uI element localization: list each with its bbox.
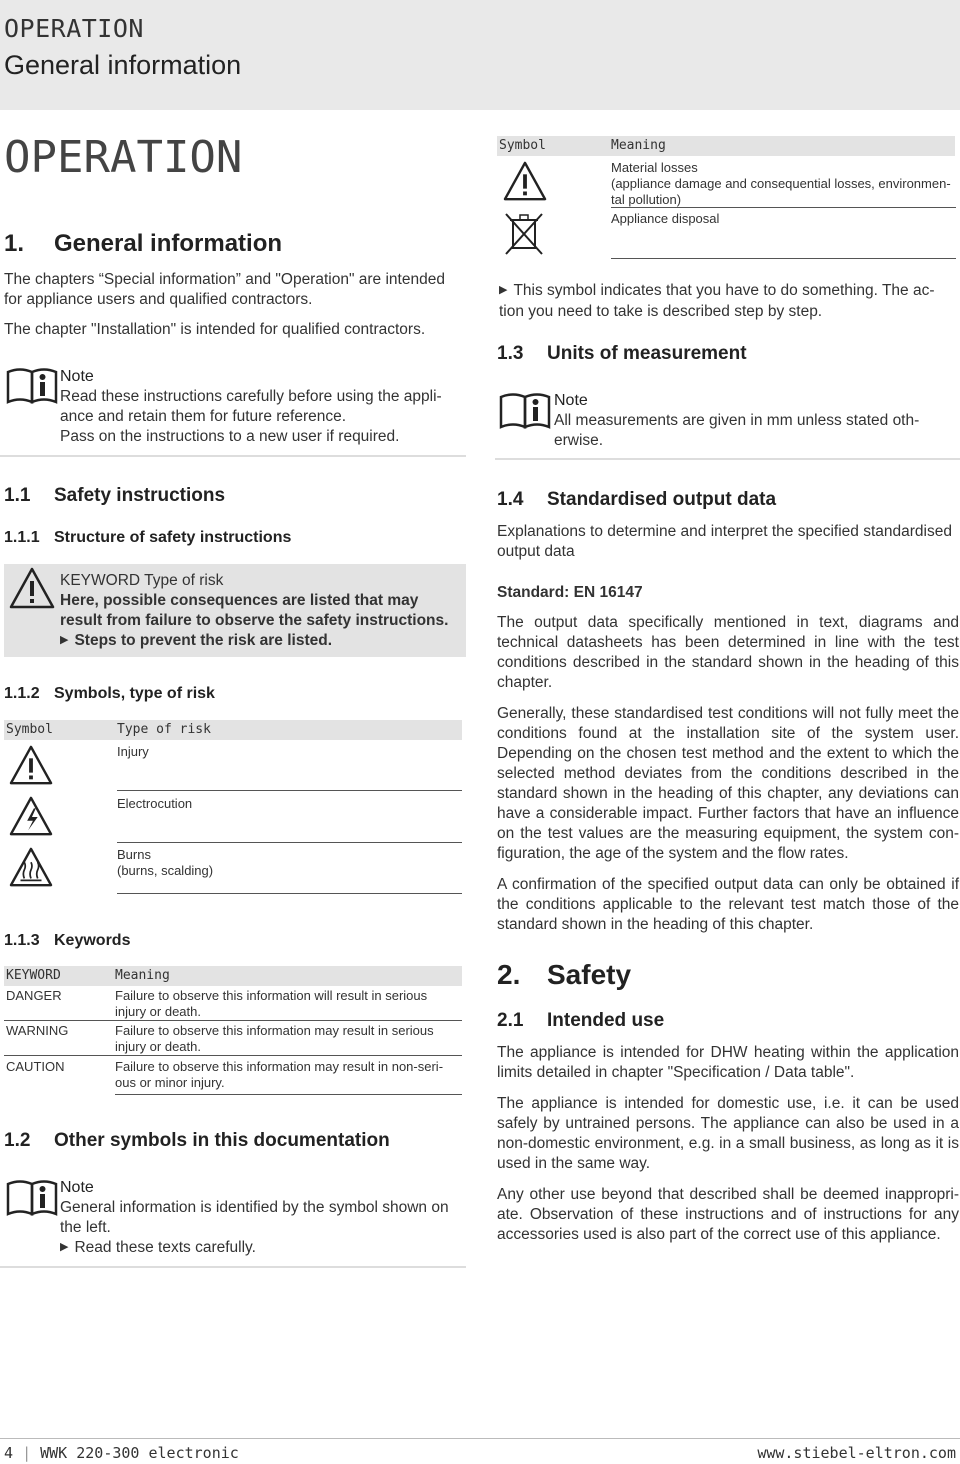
steps-text: ▶ Steps to prevent the risk are listed.	[60, 631, 462, 652]
note-text: Read these instructions carefully before using the appli-ance and retain them for future reference.	[60, 388, 442, 425]
section-number: 1.3	[497, 343, 524, 364]
section-2-heading	[497, 959, 631, 991]
table-header	[4, 966, 462, 986]
sec21-paragraph-2: The appliance is intended for domestic use, i.e. it can be used safely by untrained persons. The appliance can also be used in a non-domestic environment, e.g. in a small business, as long as it is used in the same way.	[497, 1095, 959, 1172]
footer-url[interactable]: www.stiebel-eltron.com	[757, 1444, 956, 1462]
keyword: WARNING	[6, 1023, 69, 1038]
sec1-paragraph-2: The chapter "Installation" is intended for qualified contractors.	[4, 321, 426, 338]
section-title: General information	[54, 230, 283, 257]
section-1-1-2-heading	[4, 685, 215, 703]
note-label: Note	[60, 1179, 94, 1196]
sec21-paragraph-1: The appliance is intended for DHW heating within the application limits detailed in chapter "Specification / Data table".	[497, 1044, 959, 1081]
sec21-paragraph-3: Any other use beyond that described shall be deemed inappropri-ate. Observation of these instructions and of instructions for any accessories used is also part of the correct use of this appliance.	[497, 1186, 959, 1243]
section-number: 2.1	[497, 1010, 524, 1031]
row-rule	[4, 1055, 462, 1056]
keyword: DANGER	[6, 988, 62, 1003]
note-text: All measurements are given in mm unless stated oth-erwise.	[554, 412, 920, 449]
row-rule	[115, 1094, 462, 1095]
footer-rule	[0, 1438, 960, 1439]
section-1-3-heading	[497, 343, 747, 365]
column-header: Meaning	[611, 138, 666, 153]
standard-label: Standard: EN 16147	[497, 584, 643, 601]
section-1-1-3-heading	[4, 932, 130, 950]
section-number: 2.	[497, 959, 521, 990]
sec14-paragraph-3: Generally, these standardised test conditions will not fully meet the conditions found at the installation site of the system user. Depending on the chosen test method and the extent to which the selected method deviates from the conditions described in the standard shown in the heading of this chapter, any deviations can have a considerable impact. Further factors that have an influence on the test values are the measuring equipment, the system con-figuration, the age of the system and the flow rates.	[497, 705, 959, 862]
meaning-detail: (appliance damage and consequential losses, environmen-tal pollution)	[611, 176, 951, 207]
divider	[0, 1266, 466, 1268]
note-text: General information is identified by the symbol shown on the left.	[60, 1199, 449, 1236]
section-number: 1.2	[4, 1130, 31, 1151]
section-title: Symbols, type of risk	[54, 685, 215, 702]
column-header: KEYWORD	[6, 968, 61, 983]
row-rule	[4, 1020, 462, 1021]
warning-triangle-icon	[8, 744, 54, 791]
header-subsection: General information	[4, 50, 242, 80]
row-rule	[611, 258, 956, 259]
keyword-meaning: Failure to observe this information may result in non-seri-ous or minor injury.	[115, 1059, 444, 1090]
electric-shock-icon	[8, 795, 54, 842]
column-header: Symbol	[6, 722, 53, 737]
divider	[0, 455, 466, 457]
footer-separator: |	[22, 1444, 32, 1462]
info-book-icon	[499, 391, 551, 434]
risk-type: Burns	[117, 847, 151, 862]
header-section: OPERATION	[4, 14, 144, 43]
section-number: 1.	[4, 230, 25, 257]
section-title: Structure of safety instructions	[54, 529, 292, 546]
table-header	[497, 136, 955, 156]
risk-type: Electrocution	[117, 796, 193, 811]
meaning-text: Appliance disposal	[611, 211, 720, 226]
row-rule	[611, 207, 956, 208]
column-header: Meaning	[115, 968, 170, 983]
section-title: Standardised output data	[547, 489, 777, 510]
sec14-paragraph-2: The output data specifically mentioned in text, diagrams and technical datasheets has been determined in line with the test conditions described in the standard shown in the heading of this chapter.	[497, 614, 959, 691]
note-text: ▶ Read these texts carefully.	[60, 1238, 462, 1259]
row-rule	[117, 842, 462, 843]
section-2-1-heading	[497, 1010, 664, 1032]
section-title: Other symbols in this documentation	[54, 1130, 390, 1151]
section-1-heading	[4, 230, 282, 258]
warning-triangle-icon	[8, 566, 56, 615]
page-title: OPERATION	[4, 132, 243, 183]
footer-left	[4, 1444, 239, 1462]
crossed-bin-icon	[502, 210, 546, 263]
section-title: Safety	[547, 959, 632, 990]
sec1-paragraph-1: The chapters “Special information” and "Operation" are intended for appliance users and qualified contractors.	[4, 271, 445, 308]
info-book-icon	[6, 1178, 58, 1221]
keyword-text: KEYWORD Type of risk	[60, 572, 224, 589]
hot-surface-icon	[8, 846, 54, 893]
section-1-1-heading	[4, 485, 225, 507]
section-number: 1.1.2	[4, 685, 40, 702]
section-number: 1.1.3	[4, 932, 40, 949]
keyword-meaning: Failure to observe this information may result in serious injury or death.	[115, 1023, 434, 1054]
risk-type: Injury	[117, 744, 149, 759]
note-label: Note	[60, 368, 94, 385]
note-label: Note	[554, 392, 588, 409]
column-header: Symbol	[499, 138, 546, 153]
section-title: Keywords	[54, 932, 131, 949]
section-number: 1.1	[4, 485, 31, 506]
section-title: Intended use	[547, 1010, 665, 1031]
section-1-4-heading	[497, 489, 776, 511]
page-number: 4	[4, 1444, 14, 1462]
sec14-paragraph-1: Explanations to determine and interpret the specified standardised output data	[497, 523, 952, 560]
section-number: 1.1.1	[4, 529, 40, 546]
section-1-1-1-heading	[4, 529, 291, 547]
keyword-meaning: Failure to observe this information will result in serious injury or death.	[115, 988, 428, 1019]
warning-triangle-icon	[502, 160, 548, 207]
section-1-2-heading	[4, 1130, 390, 1152]
info-book-icon	[6, 366, 58, 409]
column-header: Type of risk	[117, 722, 211, 737]
keyword: CAUTION	[6, 1059, 65, 1074]
table-header	[4, 720, 462, 740]
section-title: Safety instructions	[54, 485, 226, 506]
row-rule	[117, 893, 462, 894]
meaning-text: Material losses	[611, 160, 698, 175]
row-rule	[117, 790, 462, 791]
section-title: Units of measurement	[547, 343, 747, 364]
divider	[495, 458, 960, 460]
risk-type-detail: (burns, scalding)	[117, 863, 214, 878]
section-number: 1.4	[497, 489, 524, 510]
action-instruction: ▶ This symbol indicates that you have to do something. The ac-tion you need to take is described step by step.	[499, 281, 955, 322]
consequences-text: Here, possible consequences are listed that may result from failure to observe the safety instructions.	[60, 592, 449, 629]
note-text: Pass on the instructions to a new user if required.	[60, 428, 400, 445]
product-name: WWK 220-300 electronic	[40, 1444, 239, 1462]
sec14-paragraph-4: A confirmation of the specified output data can only be obtained if the conditions applicable to the relevant test match those of the standard shown in the heading of this chapter.	[497, 876, 959, 933]
keyword-line	[60, 571, 460, 591]
